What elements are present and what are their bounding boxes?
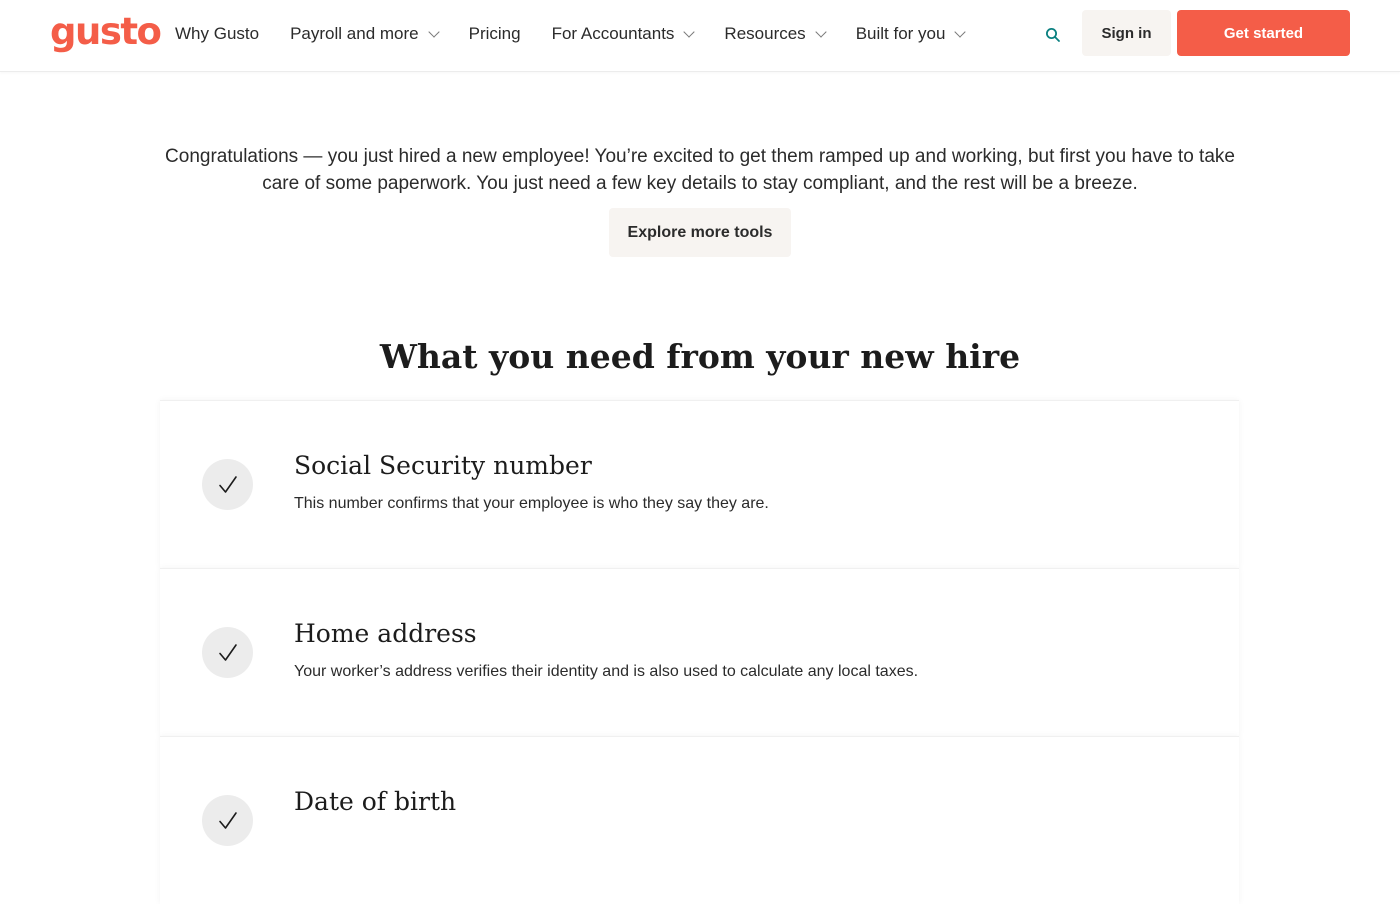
checkmark-icon <box>217 810 239 832</box>
nav-pricing[interactable] <box>469 24 521 44</box>
site-header <box>0 0 1400 72</box>
nav-pricing-label: Pricing <box>468 24 521 43</box>
requirement-card <box>160 400 1239 568</box>
nav-for-accountants[interactable] <box>552 24 694 44</box>
requirement-description: This number confirms that your employee is who they say they are. <box>294 495 769 512</box>
chevron-down-icon <box>815 26 826 37</box>
requirement-description: Your worker’s address verifies their identity and is also used to calculate any local taxes. <box>294 663 919 680</box>
requirement-title: Home address <box>294 619 477 648</box>
checkmark-badge <box>202 795 253 846</box>
sign-in-button[interactable]: Sign in <box>1082 10 1171 56</box>
requirement-card <box>160 568 1239 736</box>
nav-why-gusto-label: Why Gusto <box>175 24 260 43</box>
nav-for-accountants-label: For Accountants <box>551 24 675 43</box>
requirement-card <box>160 736 1239 904</box>
checkmark-badge <box>202 627 253 678</box>
nav-payroll-and-more[interactable] <box>290 24 438 44</box>
section-title: What you need from your new hire <box>379 337 1021 376</box>
nav-payroll-and-more-label: Payroll and more <box>290 24 419 43</box>
nav-built-for-you[interactable] <box>856 24 965 44</box>
main-nav <box>175 0 995 68</box>
nav-why-gusto[interactable] <box>175 24 259 44</box>
chevron-down-icon <box>955 26 966 37</box>
chevron-down-icon <box>684 26 695 37</box>
search-button[interactable] <box>1040 22 1066 48</box>
checkmark-icon <box>217 642 239 664</box>
gusto-logo[interactable]: gusto <box>50 10 161 53</box>
get-started-button[interactable]: Get started <box>1177 10 1350 56</box>
nav-resources[interactable] <box>724 24 824 44</box>
requirement-title: Social Security number <box>294 451 592 480</box>
explore-more-tools-button[interactable]: Explore more tools <box>609 208 791 257</box>
checkmark-icon <box>217 474 239 496</box>
nav-built-for-you-label: Built for you <box>855 24 946 43</box>
nav-resources-label: Resources <box>724 24 806 43</box>
search-icon <box>1045 27 1061 43</box>
requirement-title: Date of birth <box>294 787 457 816</box>
chevron-down-icon <box>428 26 439 37</box>
intro-text: Congratulations — you just hired a new employee! You’re excited to get them ramped up and working, but first you have to take care of some paperwork. You just need a few key details to stay compliant, and the rest will be a breeze. <box>165 146 1235 194</box>
checkmark-badge <box>202 459 253 510</box>
